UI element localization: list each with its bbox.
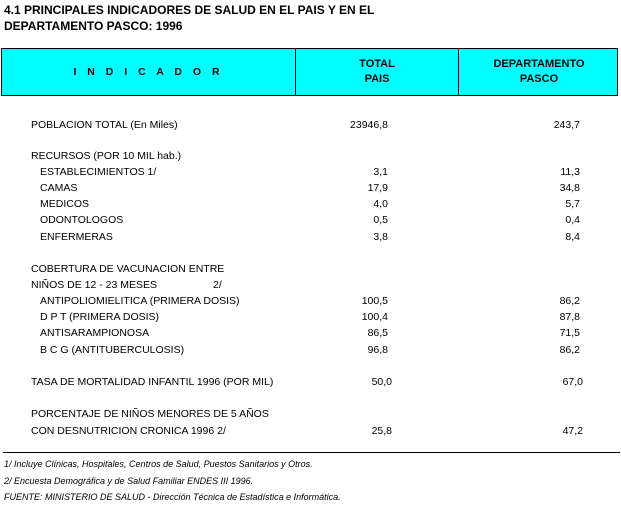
row-label: MEDICOS [40, 198, 90, 210]
row-value-pais: 23946,8 [350, 119, 388, 131]
row-value-pais: 0,5 [373, 214, 388, 226]
row-label: CON DESNUTRICION CRONICA 1996 2/ [31, 425, 226, 437]
row-value-pasco: 34,8 [559, 182, 580, 194]
header-indicador: I N D I C A D O R [73, 65, 224, 78]
row-value-pais: 3,8 [373, 231, 388, 243]
row-label: B C G (ANTITUBERCULOSIS) [40, 344, 185, 356]
row-label: ANTISARAMPIONOSA [40, 327, 150, 339]
header-total-line-2: PAIS [364, 73, 390, 85]
footnote-source: FUENTE: MINISTERIO DE SALUD - Dirección Técnica de Estadística e Informática. [4, 492, 341, 502]
row-value-pasco: 47,2 [562, 425, 583, 437]
row-label: PORCENTAJE DE NIÑOS MENORES DE 5 AÑOS [31, 408, 269, 420]
footnote-1: 1/ Incluye Clínicas, Hospitales, Centros de Salud, Puestos Sanitarios y Otros. [4, 459, 313, 469]
row-value-pais: 17,9 [367, 182, 388, 194]
row-value-pasco: 5,7 [565, 198, 580, 210]
row-value-pasco: 8,4 [565, 231, 580, 243]
row-label: POBLACION TOTAL (En Miles) [31, 119, 178, 131]
row-value-pasco: 0,4 [565, 214, 580, 226]
row-label: D P T (PRIMERA DOSIS) [40, 311, 160, 323]
row-value-pais: 96,8 [367, 344, 388, 356]
header-dep-line-2: PASCO [519, 73, 559, 85]
row-value-pais: 86,5 [367, 327, 388, 339]
row-value-pais: 100,5 [361, 295, 388, 307]
row-value-pasco: 67,0 [562, 376, 583, 388]
row-label: ANTIPOLIOMIELITICA (PRIMERA DOSIS) [40, 295, 240, 307]
row-value-pasco: 243,7 [553, 119, 580, 131]
table-header [1, 48, 618, 96]
row-label: COBERTURA DE VACUNACION ENTRE [31, 263, 225, 275]
table-title-line-2: DEPARTAMENTO PASCO: 1996 [4, 19, 183, 33]
row-label: TASA DE MORTALIDAD INFANTIL 1996 (POR MIL) [31, 376, 274, 388]
row-value-pais: 25,8 [371, 425, 392, 437]
header-departamento-pasco [458, 49, 619, 95]
row-value-pasco: 87,8 [559, 311, 580, 323]
row-value-pasco: 11,3 [560, 166, 580, 178]
row-note: 2/ [213, 279, 222, 291]
footnote-2: 2/ Encuesta Demográfica y de Salud Familiar ENDES III 1996. [4, 476, 254, 486]
footnote-divider [3, 452, 620, 453]
row-value-pais: 4,0 [373, 198, 388, 210]
row-value-pais: 50,0 [371, 376, 392, 388]
row-label: NIÑOS DE 12 - 23 MESES [31, 279, 158, 291]
row-value-pasco: 86,2 [559, 344, 580, 356]
table-title-line-1: 4.1 PRINCIPALES INDICADORES DE SALUD EN EL PAIS Y EN EL [4, 3, 375, 17]
row-label: CAMAS [40, 182, 78, 194]
row-value-pais: 3,1 [373, 166, 388, 178]
row-label: ENFERMERAS [40, 231, 113, 243]
row-value-pasco: 86,2 [559, 295, 580, 307]
row-label: ODONTOLOGOS [40, 214, 124, 226]
row-label: RECURSOS (POR 10 MIL hab.) [31, 150, 182, 162]
header-total-pais [295, 49, 458, 95]
row-value-pasco: 71,5 [559, 327, 580, 339]
header-total-line-1: TOTAL [359, 58, 395, 70]
row-value-pais: 100,4 [361, 311, 388, 323]
header-dep-line-1: DEPARTAMENTO [493, 58, 585, 70]
row-label: ESTABLECIMIENTOS 1/ [40, 166, 157, 178]
